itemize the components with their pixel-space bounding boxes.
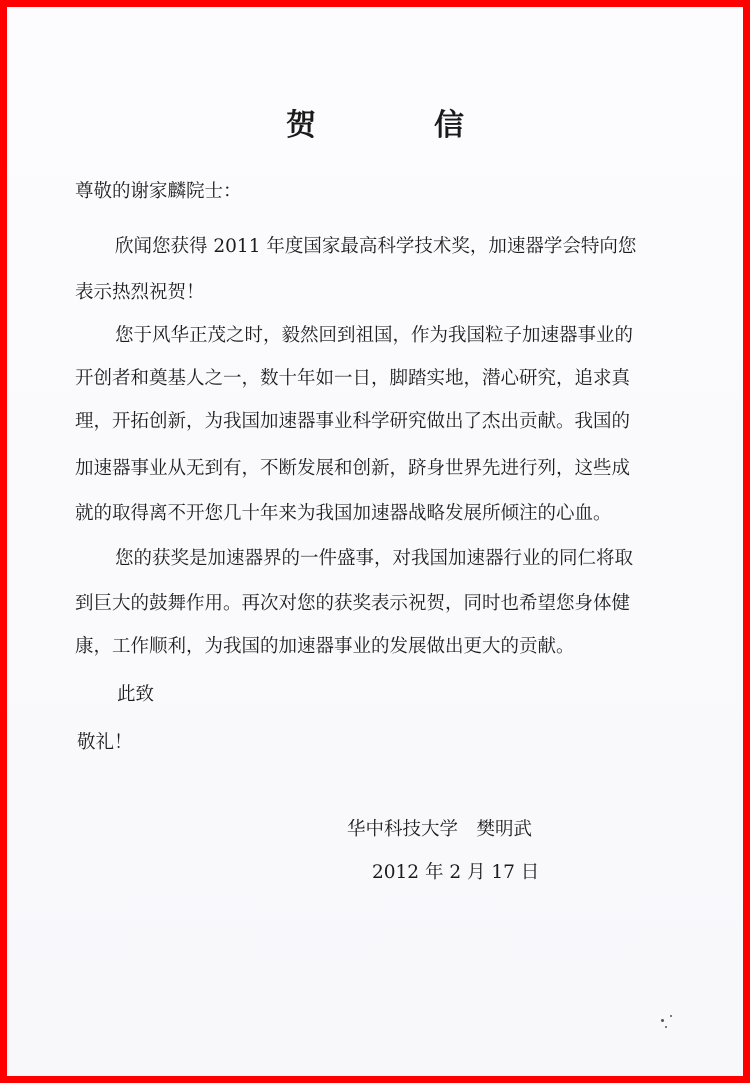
body-line: 康，工作顺利，为我国的加速器事业的发展做出更大的贡献。 [75,636,575,657]
body-line: 您的获奖是加速器界的一件盛事，对我国加速器行业的同仁将取 [115,548,634,569]
body-line: 您于风华正茂之时，毅然回到祖国，作为我国粒子加速器事业的 [115,325,634,346]
body-line: 欣闻您获得 2011 年度国家最高科学技术奖，加速器学会特向您 [115,236,637,257]
letter-date: 2012 年 2 月 17 日 [372,862,540,883]
body-line: 到巨大的鼓舞作用。再次对您的获奖表示祝贺，同时也希望您身体健 [75,593,631,614]
letter-paper [7,7,743,1076]
scan-speck [670,1015,672,1017]
closing-salute: 敬礼！ [77,732,133,753]
body-line: 加速器事业从无到有，不断发展和创新，跻身世界先进行列，这些成 [75,458,631,479]
closing-phrase: 此致 [117,684,155,705]
body-line: 理，开拓创新，为我国加速器事业科学研究做出了杰出贡献。我国的 [75,411,631,432]
letter-title: 贺 信 [286,108,508,143]
body-line: 就的取得离不开您几十年来为我国加速器战略发展所倾注的心血。 [75,503,612,524]
scan-speck [665,1026,667,1028]
signature: 华中科技大学 樊明武 [347,819,533,840]
body-line: 开创者和奠基人之一，数十年如一日，脚踏实地，潜心研究，追求真 [75,368,631,389]
body-line: 表示热烈祝贺！ [75,282,205,303]
scan-speck [661,1019,664,1022]
salutation: 尊敬的谢家麟院士： [75,181,242,202]
